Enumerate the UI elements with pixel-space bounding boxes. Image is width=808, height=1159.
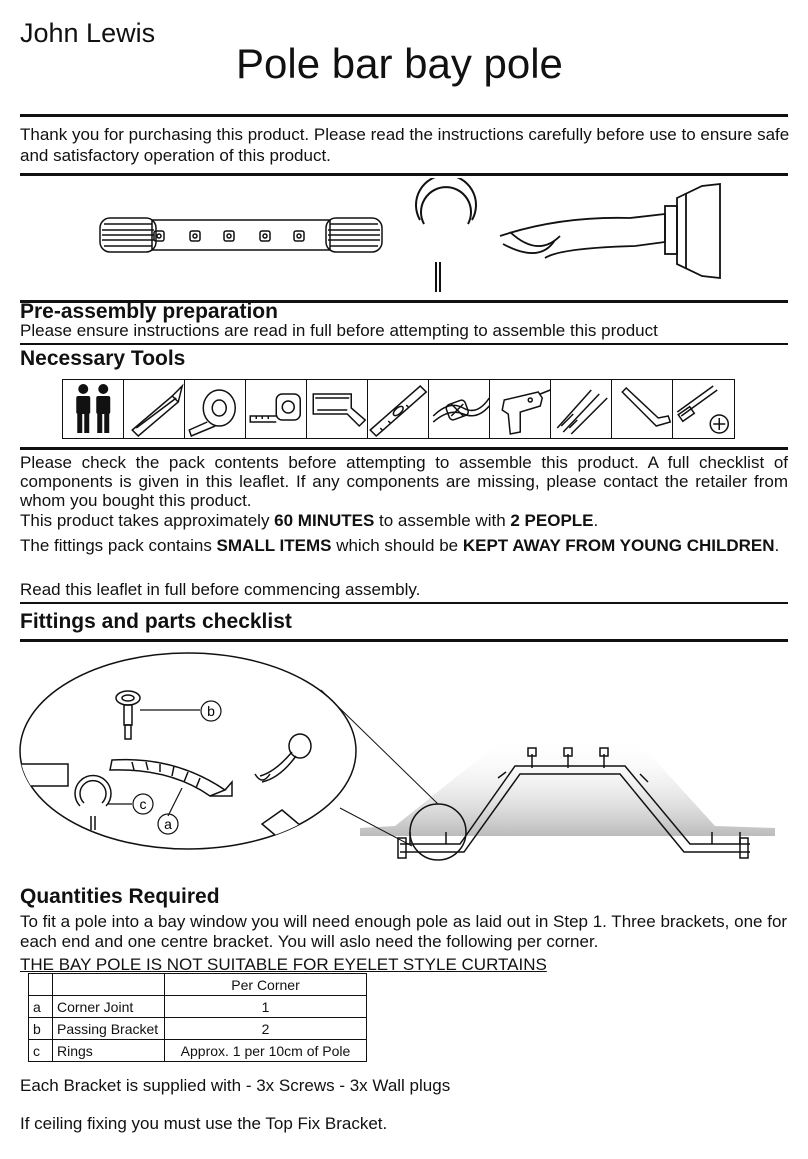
small-items-warning: The fittings pack contains SMALL ITEMS which should be KEPT AWAY FROM YOUNG CHILDREN. — [20, 536, 780, 555]
fittings-diagram — [0, 648, 808, 883]
label-c: c — [139, 796, 147, 812]
two-people-icon — [62, 379, 125, 439]
label-a: a — [164, 816, 172, 832]
table-row: a Corner Joint 1 — [29, 996, 367, 1018]
cross-screwdriver-icon — [672, 379, 735, 439]
hacksaw-icon — [306, 379, 369, 439]
ring-drawing — [416, 178, 476, 292]
bay-window-wall — [360, 738, 775, 836]
read-leaflet-text: Read this leaflet in full before commencing assembly. — [20, 580, 421, 599]
pre-assembly-text: Please ensure instructions are read in full before attempting to assemble this product — [20, 321, 658, 340]
power-drill-icon — [489, 379, 552, 439]
intro-text: Thank you for purchasing this product. Please read the instructions carefully before use to ensure safe and satisfactory operation of this product. — [20, 125, 790, 165]
assembly-time-text: This product takes approximately 60 MINUTES to assemble with 2 PEOPLE. — [20, 511, 599, 530]
corner-joint-drawing — [100, 218, 382, 252]
pre-assembly-heading: Pre-assembly preparation — [20, 300, 278, 323]
bracket-contents-note: Each Bracket is supplied with - 3x Screws - 3x Wall plugs — [20, 1076, 451, 1095]
tape-measure-icon — [245, 379, 308, 439]
divider — [20, 343, 788, 345]
components-illustration — [90, 178, 790, 296]
tape-roll-icon — [184, 379, 247, 439]
divider — [20, 173, 788, 176]
quantities-text: To fit a pole into a bay window you will need enough pole as laid out in Step 1. Three brackets, one for each end and one centre bracket. You will aslo need the following per corner. — [20, 912, 788, 951]
label-b: b — [207, 703, 215, 719]
table-header-row — [29, 974, 367, 996]
bracket-drawing — [500, 184, 720, 278]
quantities-heading: Quantities Required — [20, 885, 220, 908]
spirit-level-icon — [367, 379, 430, 439]
table-header-per-corner: Per Corner — [165, 974, 367, 996]
ceiling-fix-note: If ceiling fixing you must use the Top Fix Bracket. — [20, 1114, 388, 1133]
divider — [20, 447, 788, 450]
divider — [20, 602, 788, 604]
pack-check-text: Please check the pack contents before attempting to assemble this product. A full checklist of components is given in this leaflet. If any components are missing, please contact the retailer from whom you bought this product. — [20, 453, 788, 510]
divider — [20, 639, 788, 642]
page-title: Pole bar bay pole — [236, 40, 563, 87]
divider — [20, 114, 788, 117]
brand-name: John Lewis — [20, 18, 156, 48]
checklist-heading: Fittings and parts checklist — [20, 610, 292, 633]
pencil-icon — [123, 379, 186, 439]
eyelet-warning: THE BAY POLE IS NOT SUITABLE FOR EYELET STYLE CURTAINS — [20, 955, 547, 974]
tools-row — [62, 379, 733, 439]
table-row: b Passing Bracket 2 — [29, 1018, 367, 1040]
wire-detector-icon — [428, 379, 491, 439]
drill-bits-icon — [550, 379, 613, 439]
quantities-table — [28, 973, 367, 1062]
table-row: c Rings Approx. 1 per 10cm of Pole — [29, 1040, 367, 1062]
detail-bubble — [20, 653, 356, 849]
allen-key-icon — [611, 379, 674, 439]
tools-heading: Necessary Tools — [20, 347, 186, 370]
